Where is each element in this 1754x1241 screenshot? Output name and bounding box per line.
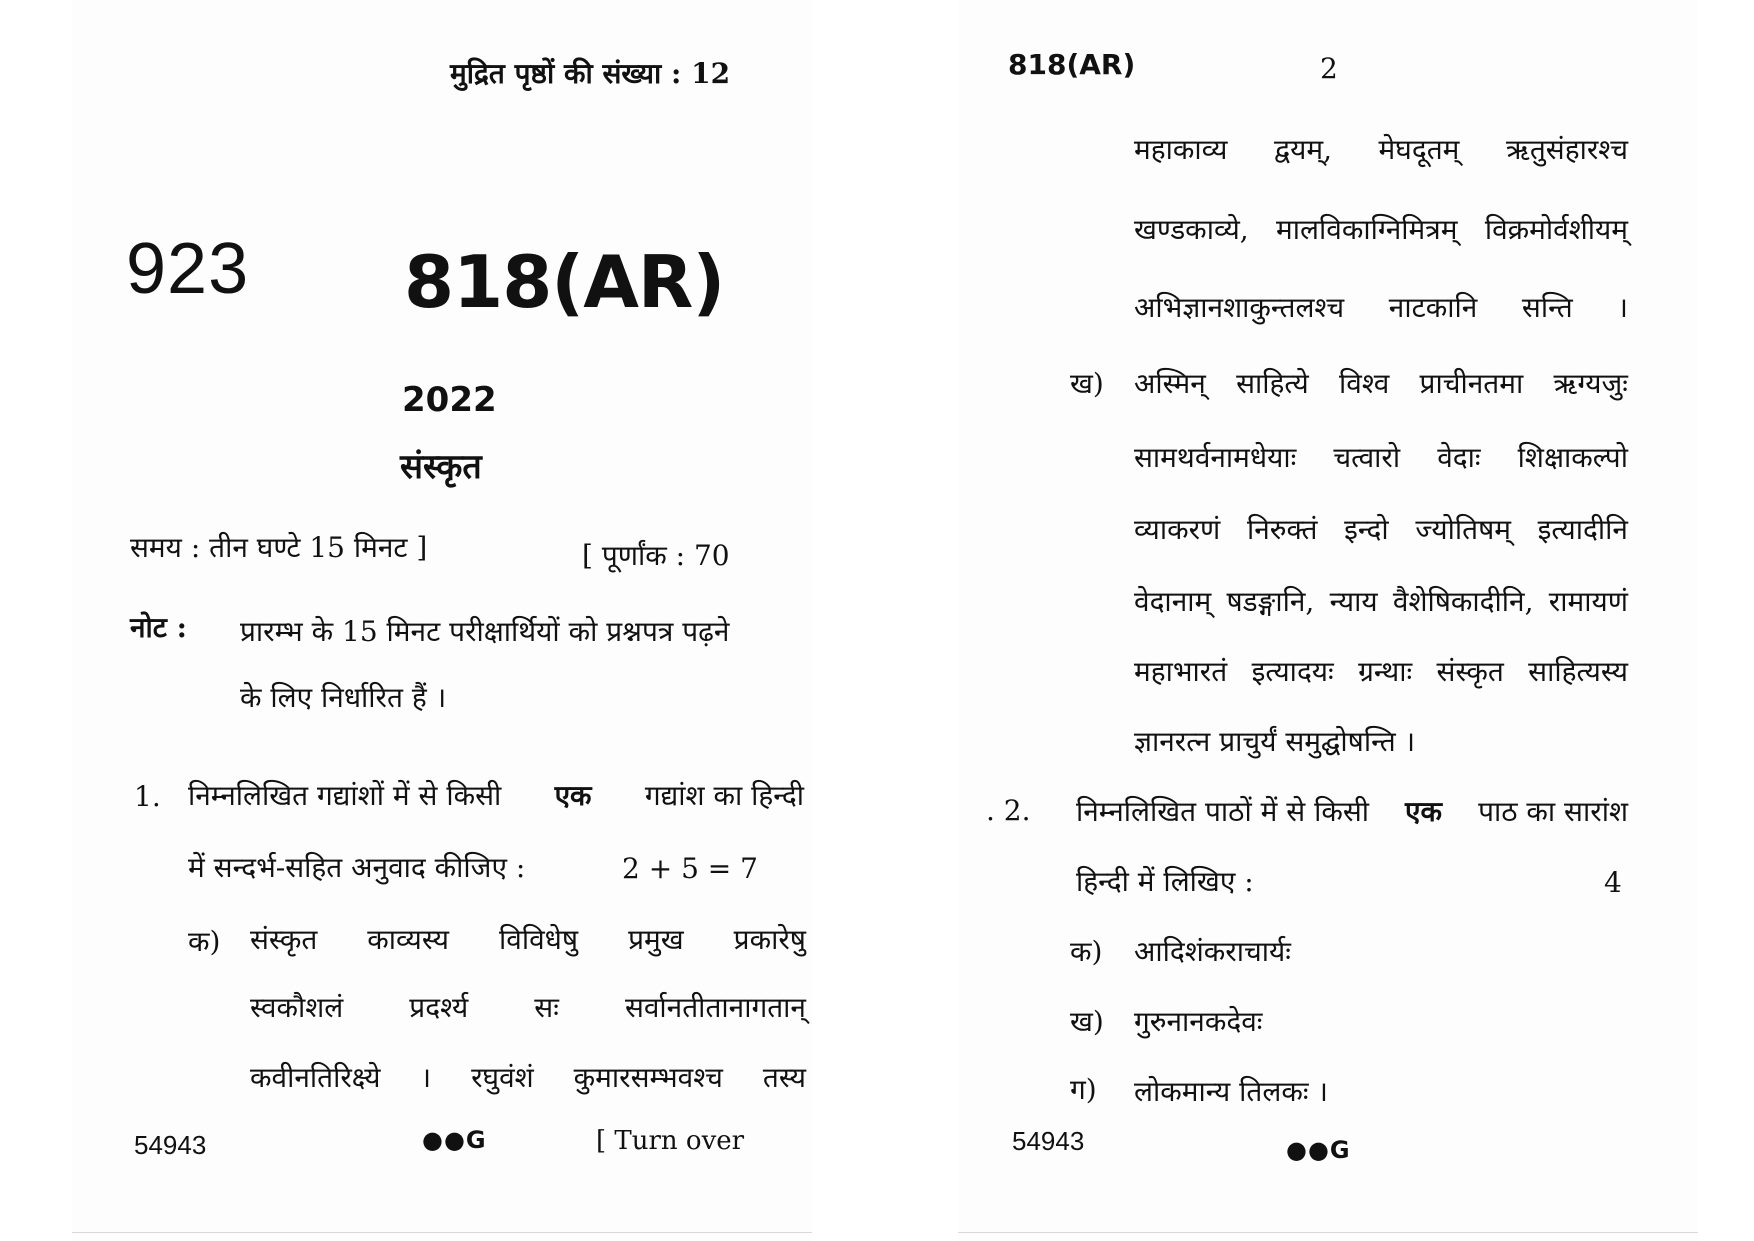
footer-mark: ●●G xyxy=(422,1126,487,1154)
word: चत्वारो xyxy=(1333,441,1401,474)
question-2-line1 xyxy=(1076,792,1628,830)
footer-code: 54943 xyxy=(1012,1126,1085,1156)
page-edge-line xyxy=(72,1232,812,1233)
footer-mark: ●●G xyxy=(1286,1136,1351,1164)
word: मालविकाग्निमित्रम् xyxy=(1276,213,1458,246)
word: कुमारसम्भवश्च xyxy=(573,1061,723,1094)
page-edge-line xyxy=(958,1232,1698,1233)
passage-b-line xyxy=(1134,364,1628,402)
note-line: प्रारम्भ के 15 मिनट परीक्षार्थियों को प्रश्नपत्र पढ़ने xyxy=(240,615,730,648)
note-label: नोट : xyxy=(130,611,187,644)
question-number: 1. xyxy=(134,780,161,813)
subject-title: संस्कृत xyxy=(400,447,482,487)
passage-b-line xyxy=(1134,652,1628,690)
word: नाटकानि xyxy=(1388,291,1478,324)
word: अस्मिन् xyxy=(1134,367,1206,400)
word: मेघदूतम् xyxy=(1378,133,1460,166)
word: ग्रन्थाः xyxy=(1358,655,1413,688)
printed-pages-count: मुद्रित पृष्ठों की संख्या : 12 xyxy=(450,57,731,90)
note-line: के लिए निर्धारित हैं । xyxy=(240,681,447,714)
option-label: ग) xyxy=(1070,1073,1097,1106)
turn-over: [ Turn over xyxy=(596,1126,745,1156)
word: षडङ्गानि, xyxy=(1226,585,1315,618)
passage-b-line xyxy=(1134,438,1628,476)
passage-a-line xyxy=(250,988,806,1026)
passage-b-line xyxy=(1134,582,1628,620)
word: सः xyxy=(534,991,559,1024)
word: विविधेषु xyxy=(499,923,579,956)
part-label: क) xyxy=(188,925,221,958)
part-label: ख) xyxy=(1070,367,1104,400)
word: वैशेषिकादीनि, xyxy=(1392,585,1534,618)
word: संस्कृत xyxy=(250,923,318,956)
word: ऋग्यजुः xyxy=(1553,367,1628,400)
question-1-line2: में सन्दर्भ-सहित अनुवाद कीजिए : xyxy=(188,851,526,884)
word: विक्रमोर्वशीयम् xyxy=(1484,213,1628,246)
page-left xyxy=(72,0,812,1241)
word: । xyxy=(1617,291,1628,324)
exam-year: 2022 xyxy=(402,380,497,420)
option-text: लोकमान्य तिलकः । xyxy=(1134,1075,1329,1108)
passage-b-line: ज्ञानरत्न प्राचुर्यं समुद्घोषन्ति । xyxy=(1134,725,1416,758)
passage-a-line xyxy=(250,1058,806,1096)
question-text: गद्यांश का हिन्दी xyxy=(644,779,804,812)
word: साहित्ये xyxy=(1236,367,1309,400)
word: ज्योतिषम् xyxy=(1415,513,1511,546)
header-code: 818(AR) xyxy=(1008,48,1136,81)
word: न्याय xyxy=(1329,585,1378,618)
word: इन्दो xyxy=(1344,513,1389,546)
word: स्वकौशलं xyxy=(250,991,344,1024)
word: प्रदर्श्य xyxy=(409,991,469,1024)
option-label: ख) xyxy=(1070,1005,1104,1038)
passage-a-line xyxy=(250,920,806,958)
question-1-line1 xyxy=(188,776,804,814)
page-right xyxy=(958,0,1698,1241)
word: सर्वानतीतानागतान् xyxy=(624,991,806,1024)
word: विश्व xyxy=(1339,367,1390,400)
question-1-marks: 2 + 5 = 7 xyxy=(622,852,758,885)
word: प्राचीनतमा xyxy=(1419,367,1524,400)
word: निरुक्तं xyxy=(1246,513,1318,546)
passage-a-cont-line xyxy=(1134,288,1628,326)
word: रामायणं xyxy=(1548,585,1628,618)
word: काव्यस्य xyxy=(367,923,450,956)
passage-a-cont-line xyxy=(1134,210,1628,248)
word: अभिज्ञानशाकुन्तलश्च xyxy=(1134,291,1345,324)
word: खण्डकाव्ये, xyxy=(1134,213,1249,246)
page-number: 2 xyxy=(1320,52,1338,85)
option-text: गुरुनानकदेवः xyxy=(1134,1005,1263,1038)
word: व्याकरणं xyxy=(1134,513,1221,546)
word: वेदाः xyxy=(1437,441,1481,474)
footer-code: 54943 xyxy=(134,1130,207,1160)
word: रघुवंशं xyxy=(471,1061,534,1094)
word: वेदानाम् xyxy=(1134,585,1212,618)
question-number: . 2. xyxy=(986,794,1031,827)
word: सामथर्वनामधेयाः xyxy=(1134,441,1297,474)
time-allowed: समय : तीन घण्टे 15 मिनट ] xyxy=(130,531,428,564)
emphasis-word: एक xyxy=(554,779,592,812)
word: प्रकारेषु xyxy=(733,923,806,956)
handwritten-number: 923 xyxy=(126,229,250,309)
word: साहित्यस्य xyxy=(1528,655,1628,688)
question-2-line2: हिन्दी में लिखिए : xyxy=(1076,865,1254,898)
word: प्रमुख xyxy=(628,923,684,956)
passage-a-cont-line xyxy=(1134,130,1628,168)
question-text: निम्नलिखित पाठों में से किसी xyxy=(1076,795,1370,828)
emphasis-word: एक xyxy=(1405,795,1443,828)
question-2-marks: 4 xyxy=(1604,866,1622,899)
word: महाभारतं xyxy=(1134,655,1228,688)
passage-b-line xyxy=(1134,510,1628,548)
word: ऋतुसंहारश्च xyxy=(1505,133,1628,166)
option-text: आदिशंकराचार्यः xyxy=(1134,935,1291,968)
word: तस्य xyxy=(762,1061,806,1094)
word: इत्यादयः xyxy=(1251,655,1334,688)
word: शिक्षाकल्पो xyxy=(1517,441,1628,474)
paper-code: 818(AR) xyxy=(404,240,725,324)
question-text: निम्नलिखित गद्यांशों में से किसी xyxy=(188,779,502,812)
question-text: पाठ का सारांश xyxy=(1478,795,1628,828)
word: संस्कृत xyxy=(1436,655,1504,688)
word: कवीनतिरिक्ष्ये xyxy=(250,1061,381,1094)
word: इत्यादीनि xyxy=(1537,513,1628,546)
word: सन्ति xyxy=(1521,291,1573,324)
word: । xyxy=(420,1061,432,1094)
word: महाकाव्य xyxy=(1134,133,1228,166)
option-label: क) xyxy=(1070,935,1103,968)
max-marks: [ पूर्णांक : 70 xyxy=(582,539,730,572)
word: द्वयम्, xyxy=(1273,133,1332,166)
